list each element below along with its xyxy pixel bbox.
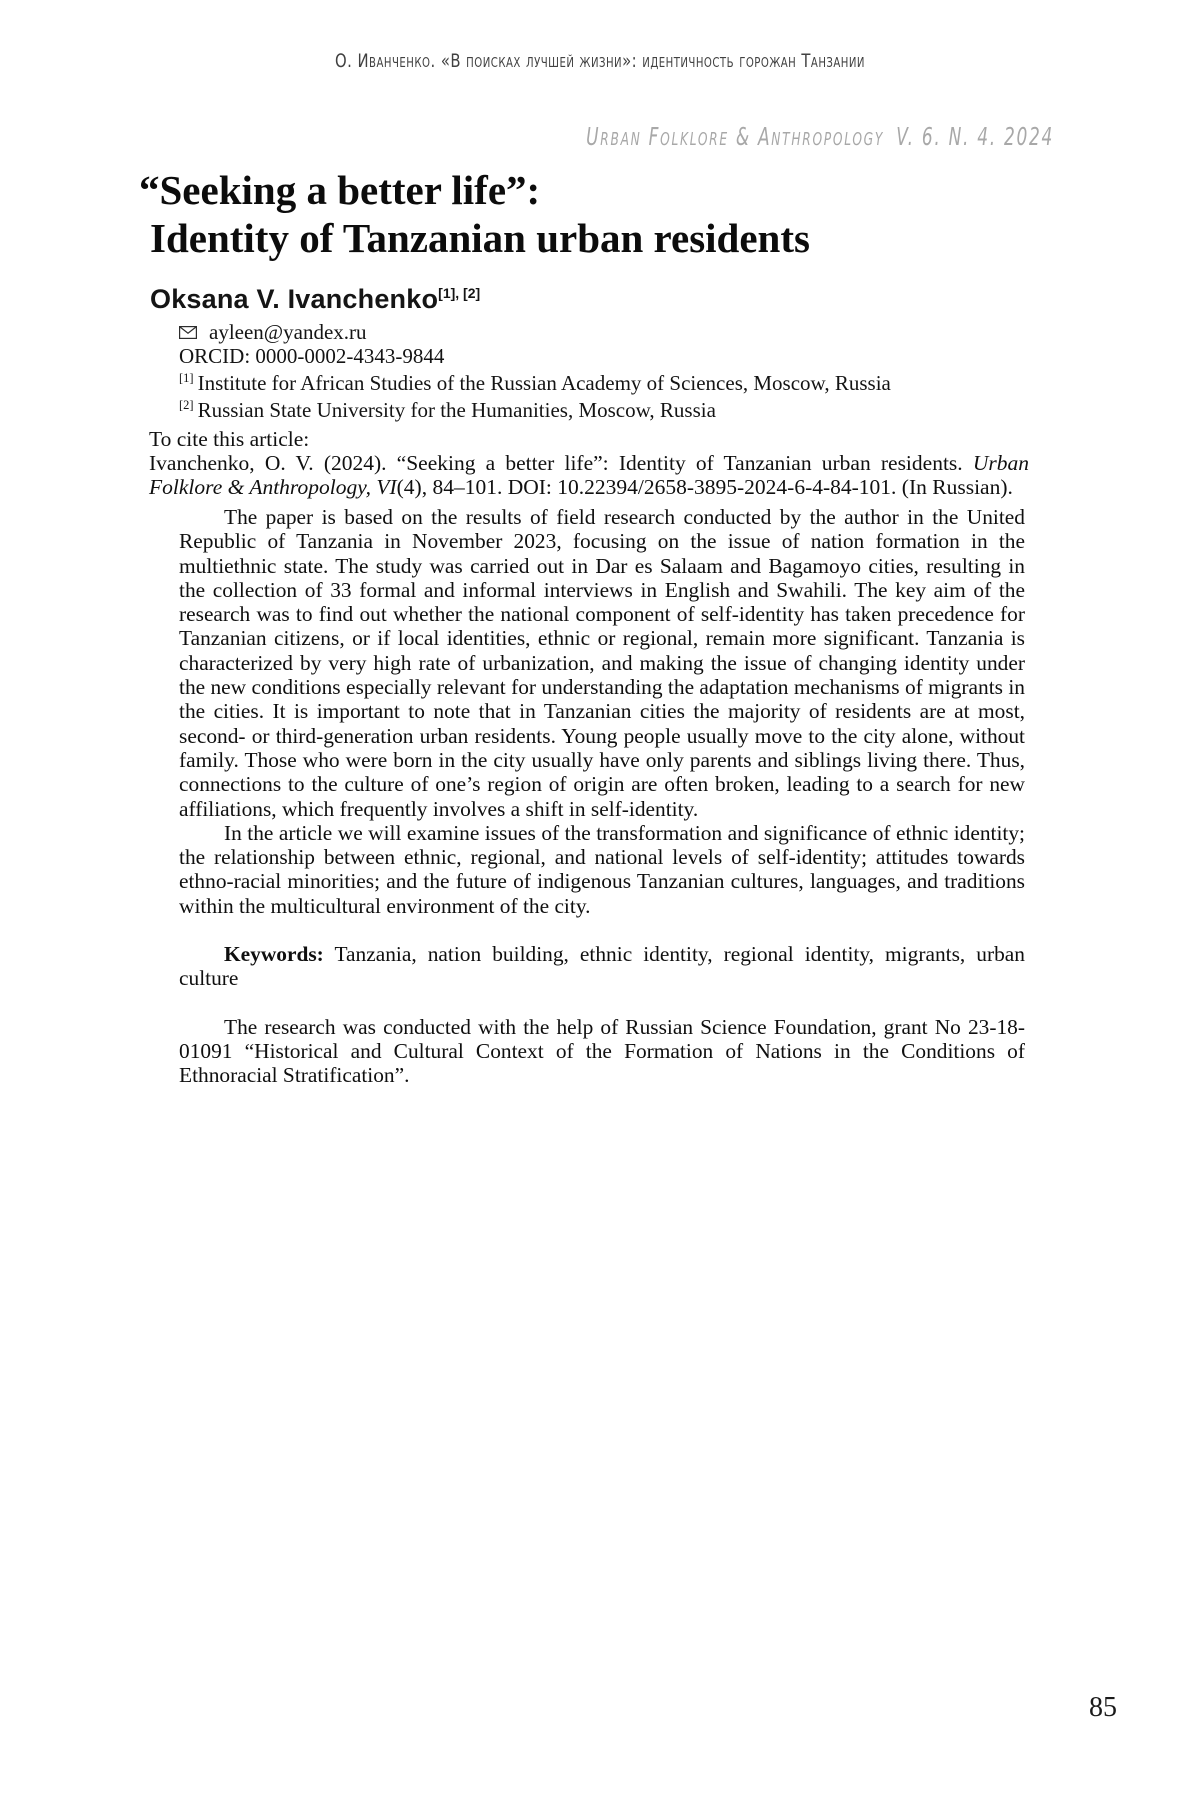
funding-note: The research was conducted with the help of Russian Science Foundation, grant No 23-18-01091 “Historical and Cultural Context of the Formation of Nations in the Conditions of Ethnoracial Stratification”. <box>179 1014 1025 1088</box>
affiliation-item: [2] Russian State University for the Humanities, Moscow, Russia <box>179 398 716 422</box>
article-title-line1: “Seeking a better life”: <box>139 167 541 213</box>
contact-block <box>179 321 1039 421</box>
author-affiliation-marks: [1], [2] <box>438 285 481 301</box>
volume-info: V. 6. N. 4. 2024 <box>896 122 1054 151</box>
keywords-label: Keywords: <box>224 942 324 967</box>
running-header: О. Иванченко. «В поисках лучшей жизни»: идентичность горожан Танзании <box>334 50 865 72</box>
keywords-line <box>179 942 1025 991</box>
affiliation-item: [1] Institute for African Studies of the Russian Academy of Sciences, Moscow, Russia <box>179 371 891 395</box>
article-title <box>139 166 1050 262</box>
journal-name: Urban Folklore & Anthropology <box>586 122 885 151</box>
envelope-icon <box>179 326 197 339</box>
author-line <box>150 284 480 315</box>
article-title-line2: Identity of Tanzanian urban residents <box>150 215 810 261</box>
citation-text <box>149 451 1029 499</box>
journal-volume-line <box>586 122 1054 151</box>
abstract-paragraph: The paper is based on the results of field research conducted by the author in the United Republic of Tanzania in November 2023, focusing on the issue of nation formation in the multiethnic state. The study was carried out in Dar es Salaam and Bagamoyo cities, resulting in the collection of 33 formal and informal interviews in English and Swahili. The key aim of the research was to find out whether the national component of self-identity has taken precedence for Tanzanian citizens, or if local identities, ethnic or regional, remain more significant. Tanzania is characterized by very high rate of urbanization, and making the issue of changing identity under the new conditions especially relevant for understanding the adaptation mechanisms of migrants in the cities. It is important to note that in Tanzanian cities the majority of residents are at most, second- or third-generation urban residents. Young people usually move to the city alone, without family. Those who were born in the city usually have only parents and siblings living there. Thus, connections to the culture of one’s region of origin are often broken, leading to a search for new affiliations, which frequently involves a shift in self-identity. <box>179 505 1025 821</box>
keywords-text: Tanzania, nation building, ethnic identity, regional identity, migrants, urban culture <box>179 942 1025 991</box>
abstract-paragraph: In the article we will examine issues of the transformation and significance of ethnic identity; the relationship between ethnic, regional, and national levels of self-identity; attitudes towards ethno-racial minorities; and the future of indigenous Tanzanian cultures, languages, and traditions within the multicultural environment of the city. <box>179 820 1025 918</box>
citation-segment: Ivanchenko, O. V. (2024). “Seeking a better life”: Identity of Tanzanian urban residents. <box>149 451 973 475</box>
abstract <box>179 505 1025 918</box>
page-number: 85 <box>1089 1692 1117 1723</box>
affiliation-list <box>179 367 1039 421</box>
author-orcid: ORCID: 0000-0002-4343-9844 <box>179 344 445 368</box>
author-name: Oksana V. Ivanchenko <box>150 284 439 314</box>
citation-segment: (4), 84–101. DOI: 10.22394/2658-3895-2024-6-4-84-101. (In Russian). <box>396 475 1013 499</box>
citation-journal-italic: Urban Folklore & Anthropology, VI <box>149 451 1029 499</box>
email-row <box>179 321 1039 343</box>
abstract-and-notes <box>179 505 1025 1088</box>
citation-block <box>149 427 1029 499</box>
author-email: ayleen@yandex.ru <box>209 320 367 344</box>
citation-label: To cite this article: <box>149 427 310 451</box>
